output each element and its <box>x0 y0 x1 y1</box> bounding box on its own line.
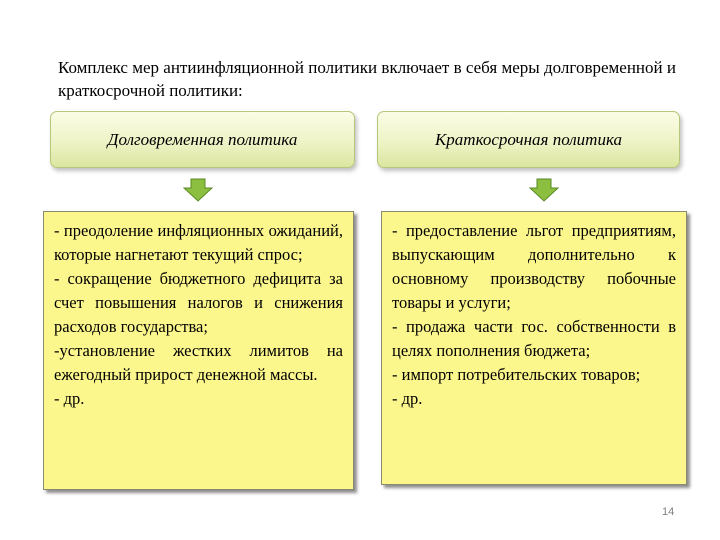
long-term-measures-box <box>43 211 354 490</box>
intro-text: Комплекс мер антиинфляционной политики включает в себя меры долговременной и краткосрочной политики: <box>58 58 676 100</box>
short-term-measures-box <box>381 211 687 485</box>
measure-item: -установление жестких лимитов на ежегодный прирост денежной массы. <box>54 341 343 384</box>
down-arrow-icon <box>529 178 559 202</box>
measure-item: - импорт потребительских товаров; <box>392 365 641 384</box>
long-term-policy-title: Долговременная политика <box>107 129 298 149</box>
measure-item: - сокращение бюджетного дефицита за счет повышения налогов и снижения расходов государства; <box>54 269 343 336</box>
short-term-policy-header <box>377 111 680 168</box>
page-number: 14 <box>662 506 675 518</box>
measure-item: - др. <box>54 389 85 408</box>
down-arrow-icon <box>183 178 213 202</box>
long-term-policy-header <box>50 111 355 168</box>
measure-item: - др. <box>392 389 423 408</box>
short-term-policy-title: Краткосрочная политика <box>435 129 622 149</box>
measure-item: - продажа части гос. собственности в целях пополнения бюджета; <box>392 317 676 360</box>
measure-item: - предоставление льгот предприятиям, выпускающим дополнительно к основному производству побочные товары и услуги; <box>392 221 676 312</box>
measure-item: - преодоление инфляционных ожиданий, которые нагнетают текущий спрос; <box>54 221 343 264</box>
